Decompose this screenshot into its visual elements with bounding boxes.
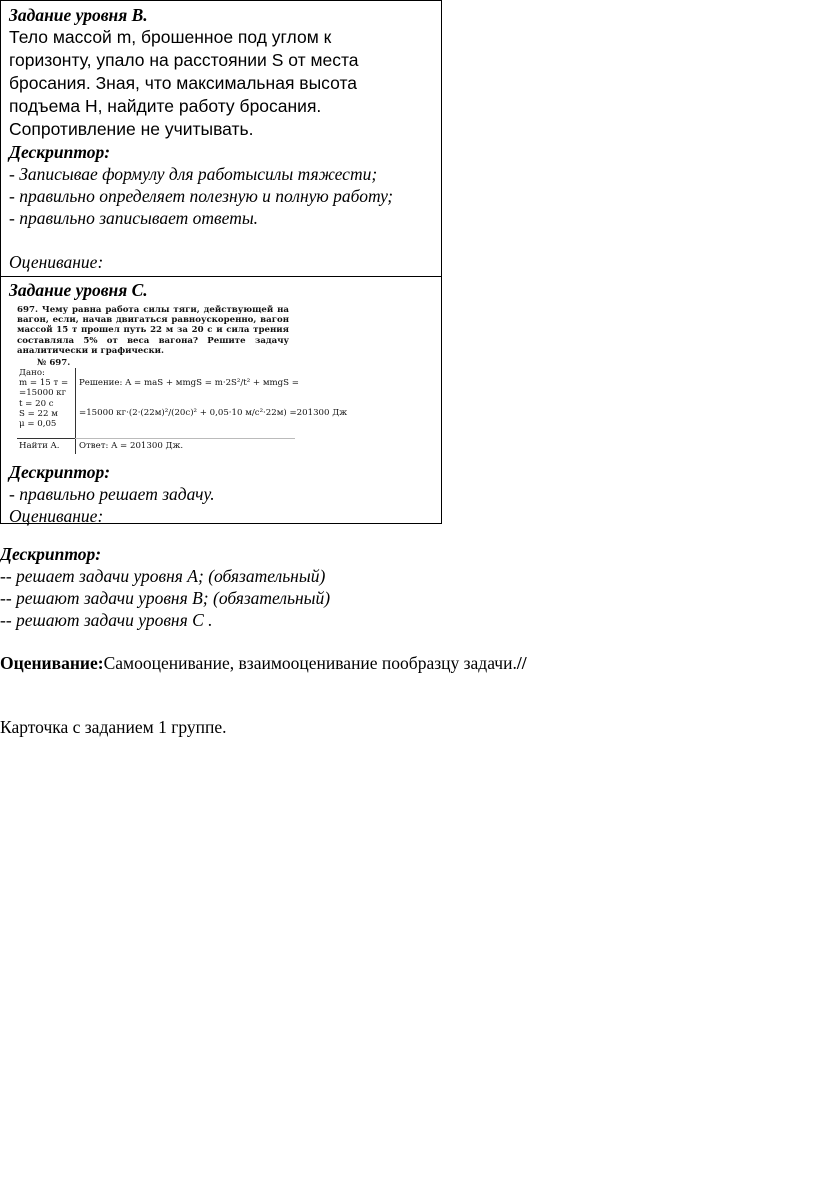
level-c-cell bbox=[1, 277, 441, 526]
summary-item: -- решает задачи уровня А; (обязательный) bbox=[0, 566, 326, 586]
scan-given bbox=[19, 368, 75, 429]
given-line: =15000 кг bbox=[19, 388, 67, 399]
summary-item: -- решают задачи уровня В; (обязательный) bbox=[0, 588, 331, 608]
scan-find: Найти A. bbox=[19, 441, 60, 451]
summary-evaluation bbox=[0, 652, 527, 674]
task-line: подъема Н, найдите работу бросания. bbox=[9, 96, 322, 116]
given-line: S = 22 м bbox=[19, 408, 58, 419]
descriptor-item: - Записывае формулу для работысилы тяжести; bbox=[9, 164, 378, 184]
scan-answer: Ответ: A = 201300 Дж. bbox=[79, 441, 184, 451]
text-cursor-icon: // bbox=[516, 653, 527, 673]
descriptor-item: - правильно записывает ответы. bbox=[9, 208, 259, 228]
task-line: горизонту, упало на расстоянии S от места bbox=[9, 50, 359, 70]
summary-item: -- решают задачи уровня С . bbox=[0, 610, 213, 630]
level-b-cell bbox=[1, 1, 441, 277]
level-c-title: Задание уровня С. bbox=[9, 280, 148, 300]
scan-problem-text: 697. Чему равна работа силы тяги, действующей на вагон, если, начав двигаться равноускоренно, вагон массой 15 т прошел путь 22 м за 20 с и сила трения составляла 5% от веса вагона? Решите задачу аналитически и графически. bbox=[17, 305, 289, 356]
level-b-task bbox=[9, 26, 433, 141]
card-caption: Карточка с заданием 1 группе. bbox=[0, 717, 227, 737]
given-line: m = 15 т = bbox=[19, 378, 69, 389]
level-b-evaluation: Оценивание: bbox=[9, 252, 104, 272]
task-line: Тело массой m, брошенное под углом к bbox=[9, 27, 332, 47]
task-line: Сопротивление не учитывать. bbox=[9, 119, 254, 139]
descriptor-item: - правильно определяет полезную и полную работу; bbox=[9, 186, 394, 206]
given-line: Дано: bbox=[19, 368, 45, 378]
evaluation-label: Оценивание: bbox=[0, 653, 104, 673]
level-c-evaluation: Оценивание: bbox=[9, 506, 104, 526]
evaluation-text: Самооценивание, взаимооценивание пообразцу задачи. bbox=[103, 653, 517, 673]
task-line: бросания. Зная, что максимальная высота bbox=[9, 73, 358, 93]
level-b-title: Задание уровня В. bbox=[9, 5, 148, 25]
task-table bbox=[0, 0, 442, 524]
descriptor-item: - правильно решает задачу. bbox=[9, 484, 215, 504]
summary-descriptor-title: Дескриптор: bbox=[0, 544, 102, 564]
scan-solution-line: Решение: A = maS + мmgS = m·2S²/t² + мmgS = bbox=[79, 378, 299, 388]
scan-solution-line: =15000 кг·(2·(22м)²/(20с)² + 0,05·10 м/с²·22м) =201300 Дж bbox=[79, 408, 348, 418]
level-b-descriptor-title: Дескриптор: bbox=[9, 142, 111, 162]
level-c-descriptor-title: Дескриптор: bbox=[9, 462, 111, 482]
given-line: μ = 0,05 bbox=[19, 419, 57, 430]
scan-solution-grid bbox=[17, 368, 348, 454]
textbook-scan-image bbox=[17, 305, 348, 455]
summary-section bbox=[0, 543, 816, 631]
scan-problem-number: № 697. bbox=[37, 358, 71, 369]
given-line: t = 20 с bbox=[19, 398, 54, 409]
